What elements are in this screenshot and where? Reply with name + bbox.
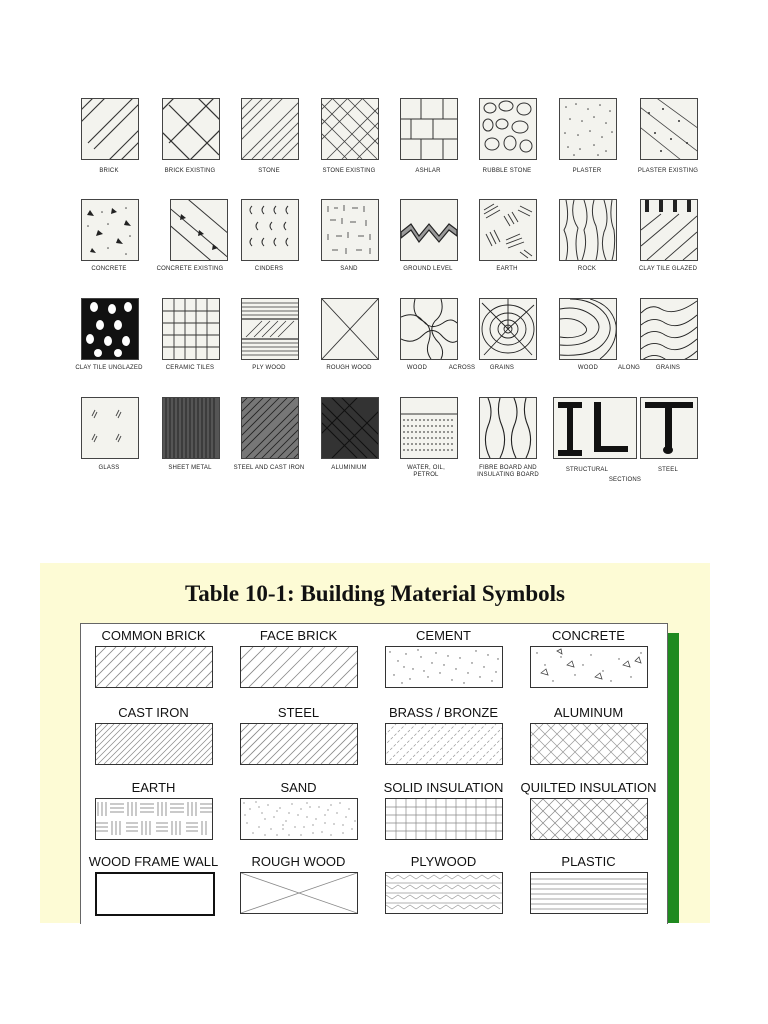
caption-wood-along: WOOD — [577, 365, 599, 371]
caption-plaster: PLASTER — [572, 168, 602, 174]
accent-bar — [667, 633, 679, 923]
swatch-concrete — [530, 646, 648, 688]
caption-cinders: CINDERS — [254, 266, 284, 272]
label-wood-frame-wall: WOOD FRAME WALL — [88, 854, 219, 869]
swatch-plywood — [385, 872, 503, 914]
label-quilted-insulation: QUILTED INSULATION — [520, 780, 657, 795]
ceramic-tiles-symbol — [162, 298, 220, 360]
caption-rock: ROCK — [577, 266, 597, 272]
label-plastic: PLASTIC — [561, 854, 616, 869]
ground-level-symbol — [400, 199, 458, 261]
caption-stone: STONE — [258, 168, 280, 174]
steel-cast-iron-symbol — [241, 397, 299, 459]
material-table-panel — [40, 563, 710, 923]
sheet-metal-symbol — [162, 397, 220, 459]
caption-rough-wood: ROUGH WOOD — [326, 365, 372, 371]
caption-ashlar: ASHLAR — [415, 168, 441, 174]
swatch-common-brick — [95, 646, 213, 688]
label-earth: EARTH — [131, 780, 176, 795]
brick-existing-symbol — [162, 98, 220, 160]
fibre-board-symbol — [479, 397, 537, 459]
label-sand: SAND — [280, 780, 317, 795]
swatch-quilted-insulation — [530, 798, 648, 840]
wood-across-symbol — [400, 298, 458, 360]
stone-symbol — [241, 98, 299, 160]
brick-symbol — [81, 98, 139, 160]
swatch-face-brick — [240, 646, 358, 688]
plaster-symbol — [559, 98, 617, 160]
sand-symbol — [321, 199, 379, 261]
steel-section-symbol — [640, 397, 698, 459]
swatch-solid-insulation — [385, 798, 503, 840]
cinders-symbol — [241, 199, 299, 261]
wood-grain-end-symbol — [479, 298, 537, 360]
swatch-rough-wood — [240, 872, 358, 914]
label-steel: STEEL — [277, 705, 320, 720]
caption-rubble-stone: RUBBLE STONE — [482, 168, 532, 174]
clay-tile-glazed-symbol — [640, 199, 698, 261]
ashlar-symbol — [400, 98, 458, 160]
swatch-earth — [95, 798, 213, 840]
rock-symbol — [559, 199, 617, 261]
swatch-plastic — [530, 872, 648, 914]
water-oil-petrol-symbol — [400, 397, 458, 459]
caption-ceramic-tiles: CERAMIC TILES — [165, 365, 215, 371]
label-face-brick: FACE BRICK — [259, 628, 338, 643]
caption-wood-across: WOOD — [406, 365, 428, 371]
swatch-sand — [240, 798, 358, 840]
swatch-brass-bronze — [385, 723, 503, 765]
stone-existing-symbol — [321, 98, 379, 160]
concrete-existing-symbol — [170, 199, 228, 261]
aluminium-symbol — [321, 397, 379, 459]
caption-fibre-board: FIBRE BOARD AND INSULATING BOARD — [477, 465, 539, 478]
label-aluminum: ALUMINUM — [553, 705, 624, 720]
structural-section-symbol — [553, 397, 637, 459]
table-title: Table 10-1: Building Material Symbols — [185, 581, 565, 606]
caption-earth: EARTH — [496, 266, 518, 272]
label-rough-wood: ROUGH WOOD — [251, 854, 346, 869]
wood-along-symbol — [559, 298, 617, 360]
label-brass-bronze: BRASS / BRONZE — [388, 705, 499, 720]
wood-grain-along-symbol — [640, 298, 698, 360]
swatch-wood-frame-wall — [95, 872, 215, 916]
caption-ground-level: GROUND LEVEL — [403, 266, 453, 272]
caption-sand: SAND — [340, 266, 358, 272]
caption-grains-1: GRAINS — [489, 365, 515, 371]
earth-symbol — [479, 199, 537, 261]
caption-across: ACROSS — [448, 365, 476, 371]
caption-clay-tile-glazed: CLAY TILE GLAZED — [638, 266, 698, 272]
label-concrete: CONCRETE — [552, 628, 625, 643]
swatch-aluminum — [530, 723, 648, 765]
label-common-brick: COMMON BRICK — [101, 628, 206, 643]
caption-sections: SECTIONS — [608, 477, 642, 483]
label-solid-insulation: SOLID INSULATION — [383, 780, 504, 795]
rubble-stone-symbol — [479, 98, 537, 160]
label-plywood: PLYWOOD — [410, 854, 477, 869]
swatch-cement — [385, 646, 503, 688]
caption-concrete-existing: CONCRETE EXISTING — [156, 266, 224, 272]
label-cast-iron: CAST IRON — [118, 705, 189, 720]
caption-steel-cast-iron: STEEL AND CAST IRON — [233, 465, 305, 471]
caption-structural: STRUCTURAL — [565, 467, 609, 473]
label-cement: CEMENT — [416, 628, 471, 643]
caption-concrete: CONCRETE — [91, 266, 127, 272]
swatch-steel — [240, 723, 358, 765]
plaster-existing-symbol — [640, 98, 698, 160]
material-table — [80, 623, 668, 924]
ply-wood-symbol — [241, 298, 299, 360]
caption-aluminium: ALUMINIUM — [331, 465, 367, 471]
caption-water-oil-petrol: WATER, OIL, PETROL — [407, 465, 445, 478]
clay-tile-unglazed-symbol — [81, 298, 139, 360]
caption-grains-2: GRAINS — [655, 365, 681, 371]
caption-stone-existing: STONE EXISTING — [322, 168, 376, 174]
caption-brick: BRICK — [99, 168, 119, 174]
swatch-cast-iron — [95, 723, 213, 765]
caption-ply-wood: PLY WOOD — [252, 365, 286, 371]
glass-symbol — [81, 397, 139, 459]
caption-sheet-metal: SHEET METAL — [168, 465, 212, 471]
caption-glass: GLASS — [98, 465, 120, 471]
caption-brick-existing: BRICK EXISTING — [164, 168, 216, 174]
caption-clay-tile-unglazed: CLAY TILE UNGLAZED — [75, 365, 143, 371]
concrete-symbol — [81, 199, 139, 261]
rough-wood-symbol — [321, 298, 379, 360]
caption-along: ALONG — [617, 365, 640, 371]
caption-plaster-existing: PLASTER EXISTING — [637, 168, 699, 174]
caption-steel: STEEL — [657, 467, 678, 473]
